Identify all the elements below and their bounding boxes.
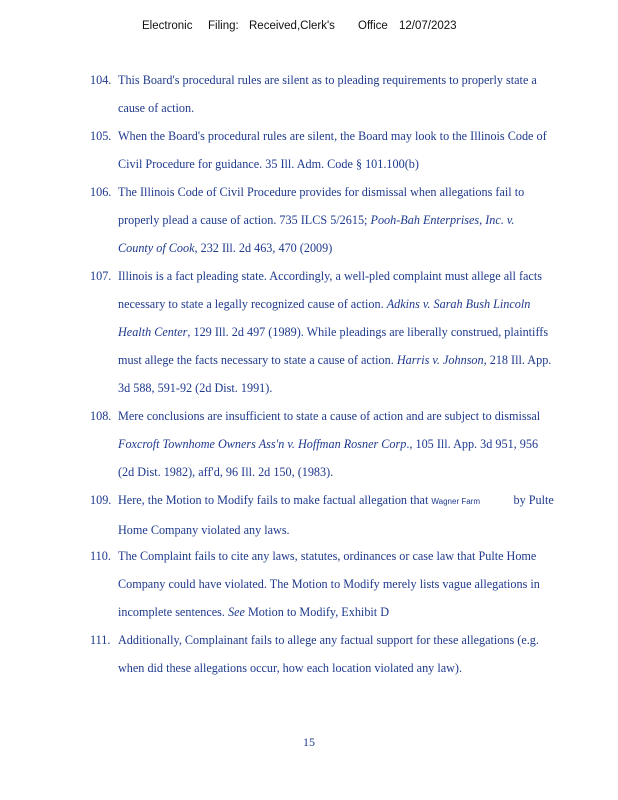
- case-citation: Foxcroft Townhome Owners Ass'n v. Hoffman Rosner Corp: [118, 437, 407, 451]
- paragraph-line: when did these allegations occur, how each location violated any law).: [118, 661, 463, 675]
- paragraph-line: incomplete sentences. See Motion to Modify, Exhibit D: [118, 605, 390, 619]
- paragraph-number: 104.: [90, 73, 112, 87]
- paragraph-line: Illinois is a fact pleading state. Accordingly, a well-pled complaint must allege all facts: [118, 269, 542, 283]
- paragraph-105: [90, 122, 600, 178]
- header-filing: Filing:: [208, 20, 239, 32]
- paragraph-number: 107.: [90, 269, 112, 283]
- case-citation: Adkins v. Sarah Bush Lincoln: [386, 297, 531, 311]
- paragraph-line: 3d 588, 591-92 (2d Dist. 1991).: [118, 381, 273, 395]
- paragraph-line: must allege the facts necessary to state a cause of action. Harris v. Johnson, 218 Ill. App.: [118, 353, 552, 367]
- paragraph-line: County of Cook, 232 Ill. 2d 463, 470 (2009): [118, 241, 333, 255]
- header-electronic: Electronic: [142, 20, 193, 32]
- paragraph-line: Health Center, 129 Ill. 2d 497 (1989). While pleadings are liberally construed, plaintiffs: [118, 325, 549, 339]
- paragraph-line: Here, the Motion to Modify fails to make factual allegation that: [118, 493, 429, 507]
- paragraph-number: 109.: [90, 493, 112, 507]
- paragraph-line: Foxcroft Townhome Owners Ass'n v. Hoffman Rosner Corp., 105 Ill. App. 3d 951, 956: [118, 437, 539, 451]
- paragraph-line: The Complaint fails to cite any laws, statutes, ordinances or case law that Pulte Home: [118, 549, 537, 563]
- paragraph-109: 109. Here, the Motion to Modify fails to make factual allegation that Wagner Farm by Pulte Home Company violated any laws.: [90, 486, 600, 544]
- paragraph-number: 106.: [90, 185, 112, 199]
- paragraph-number: 110.: [90, 549, 111, 563]
- small-text: Wagner Farm: [431, 497, 481, 506]
- paragraph-line: Company could have violated. The Motion to Modify merely lists vague allegations in: [118, 577, 540, 591]
- paragraph-111: [90, 626, 600, 682]
- signal-word: See: [228, 605, 245, 619]
- header-office: Office: [358, 20, 388, 32]
- header-received: Received,Clerk's: [249, 20, 335, 32]
- paragraph-line: Home Company violated any laws.: [118, 523, 290, 537]
- header-date: 12/07/2023: [399, 20, 457, 32]
- paragraph-number: 108.: [90, 409, 112, 423]
- case-citation: Harris v. Johnson: [396, 353, 484, 367]
- paragraph-line: cause of action.: [118, 101, 195, 115]
- paragraph-line: properly plead a cause of action. 735 ILCS 5/2615; Pooh-Bah Enterprises, Inc. v.: [118, 213, 515, 227]
- paragraph-line: necessary to state a legally recognized cause of action. Adkins v. Sarah Bush Lincoln: [118, 297, 531, 311]
- case-citation: County of Cook: [118, 241, 195, 255]
- paragraph-number: 105.: [90, 129, 112, 143]
- paragraph-line: Mere conclusions are insufficient to state a cause of action and are subject to dismissal: [118, 409, 541, 423]
- paragraph-108: [90, 402, 600, 486]
- paragraph-106: [90, 178, 600, 262]
- paragraph-line: (2d Dist. 1982), aff'd, 96 Ill. 2d 150, (1983).: [118, 465, 334, 479]
- paragraph-line: Additionally, Complainant fails to allege any factual support for these allegations (e.g.: [118, 633, 539, 647]
- case-citation: Pooh-Bah Enterprises, Inc. v.: [370, 213, 515, 227]
- paragraph-line: When the Board's procedural rules are silent, the Board may look to the Illinois Code of: [118, 129, 547, 143]
- paragraph-104: [90, 66, 600, 122]
- paragraph-line: The Illinois Code of Civil Procedure provides for dismissal when allegations fail to: [118, 185, 525, 199]
- paragraph-number: 111.: [90, 633, 111, 647]
- case-citation: Health Center: [118, 325, 188, 339]
- paragraph-107: [90, 262, 600, 402]
- paragraph-110: [90, 542, 600, 626]
- paragraph-line: This Board's procedural rules are silent as to pleading requirements to properly state a: [118, 73, 537, 87]
- paragraph-line: Civil Procedure for guidance. 35 Ill. Adm. Code § 101.100(b): [118, 157, 419, 171]
- page-number: 15: [303, 735, 315, 749]
